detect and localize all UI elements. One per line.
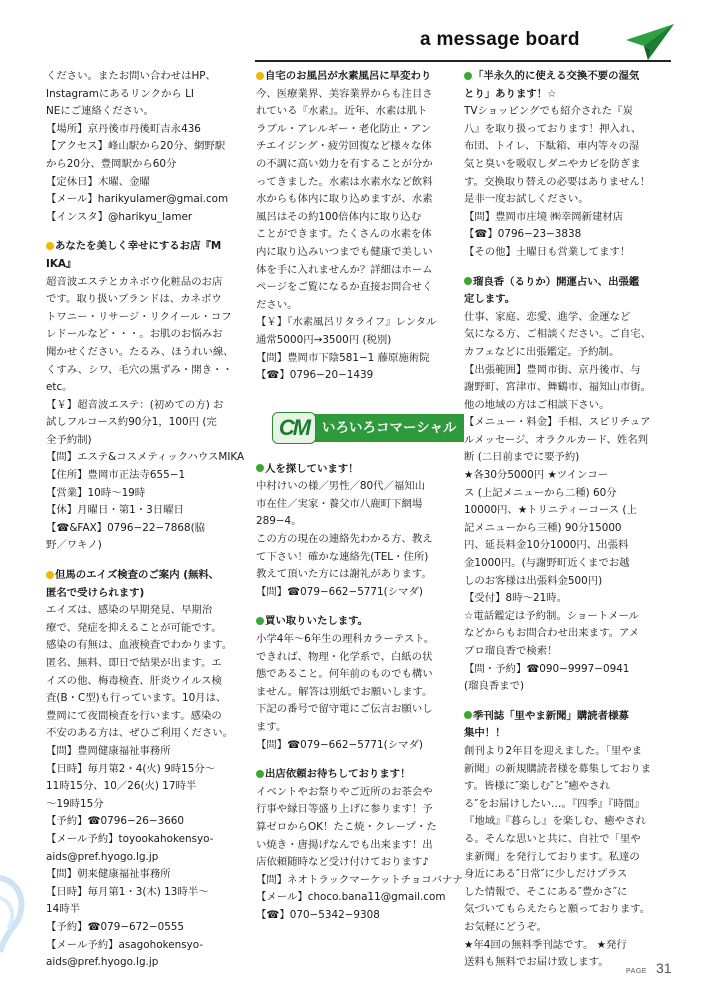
section-heading-text: IKA』 bbox=[46, 257, 77, 270]
body-text-line: 匿名、無料、即日で結果が出ます。エ bbox=[46, 657, 222, 669]
body-text-line: レドールなど・・・。お肌のお悩みお bbox=[46, 328, 223, 341]
body-text-line: す。皆様に″楽しむ″と″癒やされ bbox=[464, 780, 610, 793]
body-text-line: した情報で、そこにある″豊かさ″に bbox=[464, 885, 628, 898]
body-text-line: トワニー・リサージ・リクイール・コフ bbox=[46, 310, 232, 323]
body-text-line: などからもお問合わせ出来ます。アメ bbox=[464, 627, 640, 640]
body-text-line: から20分、豊岡駅から60分 bbox=[46, 157, 177, 170]
body-text-line: 【☎&FAX】0796−22−7868(脇 bbox=[46, 521, 206, 534]
body-text-line: ルメッセージ、オラクルカード、姓名判 bbox=[464, 433, 649, 446]
body-text-line: 是非一度お試しください。 bbox=[464, 193, 589, 206]
body-text-line: 断 (二日前までに要予約) bbox=[464, 451, 580, 464]
body-text-line: 通常5000円→3500円 (税別) bbox=[256, 333, 392, 346]
section-heading-text: 買い取りいたします。 bbox=[265, 615, 369, 628]
body-text-line: 【問】ネオトラックマーケットチョコバナナ bbox=[256, 873, 463, 886]
body-text-line: 【問】豊岡市下陰581−1 藤原施術院 bbox=[256, 351, 430, 364]
body-text-line: ってきました。水素は水素水など飲料 bbox=[256, 175, 433, 188]
body-text-line: 算ゼロからOK！たこ焼・クレープ・た bbox=[256, 820, 437, 833]
section-heading bbox=[464, 68, 686, 86]
section-heading bbox=[256, 613, 472, 631]
body-text-line: NEにご連絡ください。 bbox=[46, 105, 154, 118]
body-text-line: 【営業】10時〜19時 bbox=[46, 486, 146, 499]
body-text-line: 送料も無料でお届け致します。 bbox=[464, 956, 609, 969]
cm-badge: CM bbox=[272, 412, 316, 444]
section-title: a message board bbox=[420, 29, 580, 50]
body-text-line: 【インスタ】@harikyu_lamer bbox=[46, 210, 193, 223]
section-heading bbox=[46, 238, 262, 256]
body-text-line: です。取り扱いブランドは、カネボウ bbox=[46, 293, 222, 306]
body-text-line: 【アクセス】峰山駅から20分、網野駅 bbox=[46, 140, 226, 153]
body-text-line: 不安のある方は、ぜひご利用ください。 bbox=[46, 727, 234, 740]
bullet-dot-icon bbox=[464, 277, 472, 285]
body-text-line: ラブル・アレルギー・老化防止・アン bbox=[256, 122, 432, 135]
page-number: 31 bbox=[656, 960, 672, 976]
section-gap bbox=[256, 754, 472, 766]
section-heading bbox=[464, 725, 686, 743]
body-text-line: 【住所】豊岡市正法寺655−1 bbox=[46, 469, 186, 482]
body-text-line: 小学4年〜6年生の理科カラーテスト。 bbox=[256, 633, 435, 646]
section-heading-text: 出店依頼お待ちしております！ bbox=[265, 768, 411, 781]
body-text-line: 〜19時15分 bbox=[46, 797, 104, 810]
body-text-line: お気軽にどうぞ。 bbox=[464, 920, 547, 933]
body-text-line: 店依頼随時など受け付けております♪ bbox=[256, 856, 429, 869]
body-text-line: 査(B・C型)も行っています。10月は、 bbox=[46, 692, 227, 705]
section-heading bbox=[46, 585, 262, 603]
body-text-line: 【日時】毎月第2・4(火) 9時15分〜 bbox=[46, 762, 216, 775]
bullet-dot-icon bbox=[464, 711, 472, 719]
section-gap bbox=[256, 601, 472, 613]
body-text-line: 気と臭いを吸収しダニやカビを防ぎま bbox=[464, 157, 641, 170]
body-text-line: 【￥】『水素風呂リタライフ』レンタル bbox=[256, 316, 437, 329]
body-text-line: 体を手に入れませんか？詳細はホーム bbox=[256, 263, 433, 276]
bullet-dot-icon bbox=[256, 464, 264, 472]
section-heading bbox=[46, 256, 262, 274]
section-heading-text: 人を探しています！ bbox=[265, 462, 359, 475]
body-text-line: 【問・予約】☎090−9997−0941 bbox=[464, 662, 630, 675]
body-text-line: 【メニュー・料金】手相、スピリチュア bbox=[464, 416, 651, 429]
body-text-line: 【出張範囲】豊岡市街、京丹後市、与 bbox=[464, 363, 641, 376]
body-text-line: 【問】朝来健康福祉事務所 bbox=[46, 868, 171, 881]
body-text-line: ください。またお問い合わせはHP、 bbox=[46, 70, 216, 82]
body-text-line: 円、延長料金10分1000円、出張料 bbox=[464, 539, 629, 552]
body-text-line: 【メール予約】toyookahokensyo- bbox=[46, 832, 214, 845]
body-text-line: 【問】豊岡健康福祉事務所 bbox=[46, 744, 171, 757]
body-text-line: 【予約】☎0796−26−3660 bbox=[46, 815, 185, 828]
body-text-line: 【問】☎079−662−5771(シマダ) bbox=[256, 585, 423, 598]
body-text-line: ★各30分5000円 ★ツインコー bbox=[464, 469, 609, 482]
body-text-line: 下記の番号で留守電にご伝言お願いし bbox=[256, 703, 433, 716]
bullet-dot-icon bbox=[256, 770, 264, 778]
section-gap bbox=[46, 226, 262, 238]
section-heading-text: あなたを美しく幸せにするお店『M bbox=[55, 240, 222, 253]
section-heading bbox=[256, 68, 472, 86]
section-heading bbox=[464, 291, 686, 309]
decorative-swirl bbox=[0, 868, 30, 958]
section-gap bbox=[464, 262, 686, 274]
body-text-line: aids@pref.hyogo.lg.jp bbox=[46, 850, 159, 863]
bullet-dot-icon bbox=[256, 617, 264, 625]
body-text-line: くすみ、シワ、毛穴の黒ずみ・開き・・ bbox=[46, 363, 233, 376]
body-text-line: etc。 bbox=[46, 381, 73, 394]
body-text-line: ことができます。たくさんの水素を体 bbox=[256, 228, 432, 241]
body-text-line: 【場所】京丹後市丹後町吉永436 bbox=[46, 122, 201, 135]
body-text-line: 『地域』『暮らし』を楽しむ、癒やされ bbox=[464, 815, 646, 828]
body-text-line: る。そんな思いと共に、自社で「里や bbox=[464, 832, 641, 845]
body-text-line: エイズは、感染の早期発見、早期治 bbox=[46, 604, 213, 617]
body-text-line: (瑠良香まで) bbox=[464, 680, 525, 693]
body-text-line: の不調に高い効力を有することが分か bbox=[256, 157, 433, 170]
body-text-line: 【日時】毎月第1・3(木) 13時半〜 bbox=[46, 885, 209, 898]
section-heading bbox=[464, 708, 686, 726]
column-3 bbox=[464, 68, 686, 972]
body-text-line: チエイジング・疲労回復など様々な体 bbox=[256, 140, 432, 153]
body-text-line: 創刊より2年目を迎えました。「里やま bbox=[464, 744, 643, 757]
body-text-line: 【問】豊岡市庄境 ㈱幸岡新建材店 bbox=[464, 210, 624, 223]
section-heading bbox=[256, 766, 472, 784]
body-text-line: 【問】エステ&コスメティックハウスMIKA bbox=[46, 451, 245, 464]
body-text-line: 野／ワキノ) bbox=[46, 539, 102, 552]
body-text-line: ★年4回の無料季刊誌です。 ★発行 bbox=[464, 938, 627, 951]
body-text-line: aids@pref.hyogo.lg.jp bbox=[46, 956, 159, 969]
section-heading bbox=[256, 461, 472, 479]
section-heading-text: 「半永久的に使える交換不要の湿気 bbox=[473, 70, 640, 82]
section-heading-text: 季刊誌「里やま新聞」購読者様募 bbox=[473, 709, 629, 722]
body-text-line: る″をお届けしたい…。『四季』『時間』 bbox=[464, 797, 645, 810]
body-text-line: 気づいてもらえたらと願っております。 bbox=[464, 903, 651, 916]
section-heading-text: 但馬のエイズ検査のご案内 (無料、 bbox=[55, 569, 220, 582]
body-text-line: 八』を取り扱っております！押入れ、 bbox=[464, 122, 642, 135]
section-heading-text: 定します。 bbox=[464, 293, 516, 306]
body-text-line: 【定休日】木曜、金曜 bbox=[46, 175, 150, 188]
body-text-line: 風呂はその約100倍体内に取り込む bbox=[256, 210, 422, 223]
section-heading bbox=[464, 86, 686, 104]
bullet-dot-icon bbox=[46, 242, 54, 250]
section-heading-text: 匿名で受けられます) bbox=[46, 586, 145, 599]
body-text-line: 教えて頂いた方には謝礼があります。 bbox=[256, 568, 432, 581]
body-text-line: 11時15分、10／26(火) 17時半 bbox=[46, 780, 197, 793]
body-text-line: 行事や縁日等盛り上げに参ります！予 bbox=[256, 803, 433, 816]
bullet-dot-icon bbox=[46, 571, 54, 579]
section-heading bbox=[464, 274, 686, 292]
body-text-line: ださい。 bbox=[256, 298, 298, 311]
body-text-line: 気になる方、ご相談ください。ご自宅、 bbox=[464, 328, 652, 341]
body-text-line: 【メール】harikyulamer@gmai.com bbox=[46, 193, 229, 206]
body-text-line: 他の地域の方はご相談下さい。 bbox=[464, 398, 610, 411]
body-text-line: 療で、発症を抑えることが可能です。 bbox=[46, 621, 222, 634]
body-text-line: 【メール】choco.bana11@gmail.com bbox=[256, 891, 446, 904]
body-text-line: イベントやお祭りやご近所のお茶会や bbox=[256, 785, 433, 798]
column-1 bbox=[46, 68, 262, 972]
body-text-line: て下さい！確かな連絡先(TEL・住所) bbox=[256, 550, 429, 563]
body-text-line: 新聞」の新規購読者様を募集しておりま bbox=[464, 762, 652, 775]
body-text-line: 今、医療業界、美容業界からも注目さ bbox=[256, 87, 433, 100]
body-text-line: い焼き・唐揚げなんでも出来ます！出 bbox=[256, 838, 433, 851]
body-text-line: 14時半 bbox=[46, 903, 81, 916]
body-text-line: 聞かせください。たるみ、ほうれい線、 bbox=[46, 345, 234, 358]
body-text-line: イズの他、梅毒検査、肝炎ウイルス検 bbox=[46, 674, 222, 687]
body-text-line: ス (上記メニューから二種) 60分 bbox=[464, 486, 617, 499]
body-text-line: れている『水素』。近年、水素は肌ト bbox=[256, 105, 428, 118]
body-text-line: 身近にある″日常″に少しだけプラス bbox=[464, 868, 628, 881]
body-text-line: 記メニューから三種) 90分15000 bbox=[464, 521, 622, 534]
body-text-line: ☆電話鑑定は予約制。ショートメール bbox=[464, 609, 640, 622]
body-text-line: 【問】☎079−662−5771(シマダ) bbox=[256, 738, 423, 751]
paper-plane-icon bbox=[624, 22, 676, 62]
body-text-line: 10000円、★トリニティーコース (上 bbox=[464, 504, 637, 517]
bullet-dot-icon bbox=[256, 72, 264, 80]
body-text-line: 態であること。何年前のものでも構い bbox=[256, 668, 433, 681]
section-heading-text: 集中！！ bbox=[464, 727, 506, 740]
body-text-line: ません。解答は別紙でお願いします。 bbox=[256, 685, 433, 698]
body-text-line: しのお客様は出張料金500円) bbox=[464, 574, 603, 587]
body-text-line: 【受付】8時〜21時。 bbox=[464, 592, 567, 605]
body-text-line: できれば、物理・化学系で、白紙の状 bbox=[256, 650, 433, 663]
section-gap bbox=[46, 555, 262, 567]
body-text-line: 【予約】☎079−672−0555 bbox=[46, 920, 185, 933]
body-text-line: 謝野町、宮津市、舞鶴市、福知山市街。 bbox=[464, 381, 652, 394]
body-text-line: 超音波エステとカネボウ化粧品のお店 bbox=[46, 275, 223, 288]
body-text-line: 内に取り込みいつまでも健康で美しい bbox=[256, 245, 433, 258]
body-text-line: 市在住／実家・養父市八鹿町下網場 bbox=[256, 497, 423, 510]
body-text-line: 全予約制) bbox=[46, 433, 92, 446]
column-2 bbox=[256, 68, 472, 925]
section-heading-text: 自宅のお風呂が水素風呂に早変わり bbox=[265, 70, 432, 82]
body-text-line: 【メール予約】asagohokensyo- bbox=[46, 938, 204, 951]
body-text-line: 【☎】0796−20−1439 bbox=[256, 369, 374, 382]
section-heading-text: とり」あります！☆ bbox=[464, 87, 557, 100]
body-text-line: 金1000円。(与謝野町近くまでお越 bbox=[464, 557, 630, 570]
body-text-line: Instagramにあるリンクから LI bbox=[46, 87, 194, 100]
body-text-line: 【休】月曜日・第1・3日曜日 bbox=[46, 504, 184, 517]
body-text-line: TVショッピングでも紹介された『炭 bbox=[464, 105, 633, 118]
body-text-line: この方の現在の連絡先わかる方、教え bbox=[256, 533, 433, 546]
body-text-line: ページをご覧になるか直接お問合せく bbox=[256, 281, 433, 294]
body-text-line: 【☎】0796−23−3838 bbox=[464, 228, 582, 241]
bullet-dot-icon bbox=[464, 72, 472, 80]
section-heading bbox=[46, 567, 262, 585]
body-text-line: 仕事、家庭、恋愛、進学、金運など bbox=[464, 310, 631, 323]
body-text-line: 試しフルコース約90分1，100円 (完 bbox=[46, 416, 217, 429]
section-gap bbox=[256, 385, 472, 461]
body-text-line: 【その他】土曜日も営業してます！ bbox=[464, 245, 631, 258]
body-text-line: 豊岡にて夜間検査を行います。感染の bbox=[46, 709, 222, 722]
body-text-line: 289−4。 bbox=[256, 515, 302, 528]
body-text-line: ブロ瑠良香で検索！ bbox=[464, 645, 558, 657]
body-text-line: 中村けいの様／男性／80代／福知山 bbox=[256, 480, 426, 493]
section-gap bbox=[464, 696, 686, 708]
cm-banner-label: いろいろコマーシャル bbox=[310, 414, 464, 442]
body-text-line: 感染の有無は、血液検査でわかります。 bbox=[46, 639, 233, 652]
body-text-line: 水からも体内に取り込めますが、水素 bbox=[256, 193, 433, 206]
body-text-line: 【☎】070−5342−9308 bbox=[256, 908, 380, 921]
header-rule bbox=[255, 60, 671, 62]
body-text-line: す。交換取り替えの必要はありません！ bbox=[464, 175, 651, 188]
body-text-line: 【￥】超音波エステ：(初めての方) お bbox=[46, 398, 224, 411]
page-label: PAGE bbox=[626, 968, 647, 975]
body-text-line: カフェなどに出張鑑定。予約制。 bbox=[464, 345, 620, 358]
body-text-line: ます。 bbox=[256, 721, 287, 733]
section-heading-text: 瑠良香（るりか）開運占い、出張鑑 bbox=[473, 275, 640, 288]
body-text-line: 布団、トイレ、下駄箱、車内等々の湿 bbox=[464, 140, 640, 153]
body-text-line: ま新聞」を発行しております。私達の bbox=[464, 850, 640, 863]
